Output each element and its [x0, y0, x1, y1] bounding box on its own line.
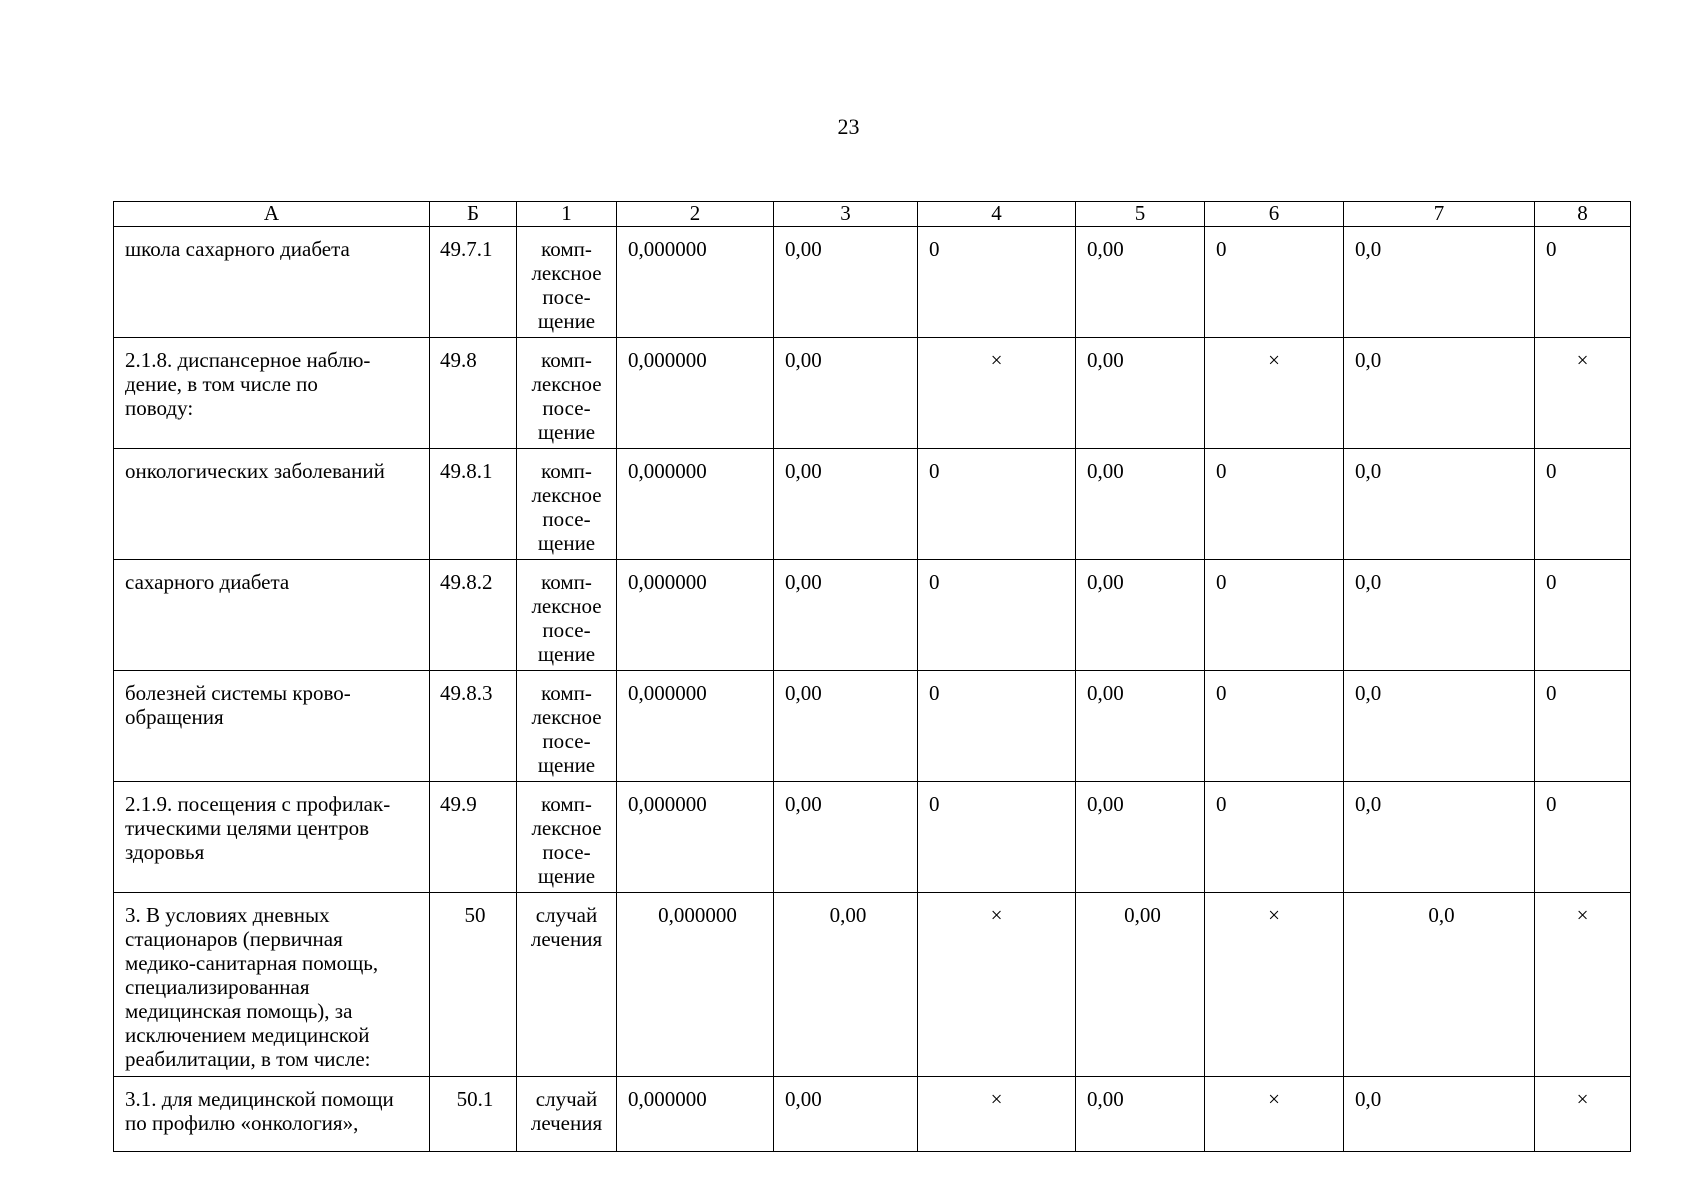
cell-c8: 0: [1535, 449, 1631, 560]
cell-c8: 0: [1535, 671, 1631, 782]
row-label: онкологических заболеваний: [114, 449, 430, 560]
cell-c7: 0,0: [1344, 560, 1535, 671]
header-row: [114, 202, 1631, 227]
cell-c3: 0,00: [774, 671, 918, 782]
row-unit: случай лечения: [517, 1077, 617, 1152]
cell-c3: 0,00: [774, 1077, 918, 1152]
col-header-3: 3: [774, 202, 918, 227]
col-header-2: 2: [617, 202, 774, 227]
cell-c8: ×: [1535, 1077, 1631, 1152]
row-code: 49.8.2: [430, 560, 517, 671]
row-unit: комп- лексное посе- щение: [517, 560, 617, 671]
cell-c8: 0: [1535, 782, 1631, 893]
cell-c6: 0: [1205, 227, 1344, 338]
cell-c6: ×: [1205, 893, 1344, 1077]
cell-c5: 0,00: [1076, 449, 1205, 560]
col-header-5: 5: [1076, 202, 1205, 227]
cell-c4: 0: [918, 671, 1076, 782]
row-label: школа сахарного диабета: [114, 227, 430, 338]
col-header-b: Б: [430, 202, 517, 227]
col-header-4: 4: [918, 202, 1076, 227]
row-label: 2.1.9. посещения с профилак- тическими целями центров здоровья: [114, 782, 430, 893]
cell-c3: 0,00: [774, 338, 918, 449]
cell-c2: 0,000000: [617, 782, 774, 893]
cell-c2: 0,000000: [617, 338, 774, 449]
cell-c2: 0,000000: [617, 560, 774, 671]
cell-c7: 0,0: [1344, 782, 1535, 893]
cell-c3: 0,00: [774, 227, 918, 338]
row-code: 50.1: [430, 1077, 517, 1152]
row-label: 3. В условиях дневных стационаров (первичная медико-санитарная помощь, специализированная медицинская помощь), за исключением медицинской реабилитации, в том числе:: [114, 893, 430, 1077]
row-unit: комп- лексное посе- щение: [517, 671, 617, 782]
cell-c4: 0: [918, 560, 1076, 671]
cell-c6: 0: [1205, 671, 1344, 782]
col-header-a: А: [114, 202, 430, 227]
table-row: [114, 560, 1631, 671]
cell-c7: 0,0: [1344, 449, 1535, 560]
cell-c5: 0,00: [1076, 1077, 1205, 1152]
cell-c2: 0,000000: [617, 227, 774, 338]
row-code: 49.8: [430, 338, 517, 449]
cell-c2: 0,000000: [617, 671, 774, 782]
cell-c7: 0,0: [1344, 338, 1535, 449]
cell-c6: ×: [1205, 1077, 1344, 1152]
cell-c8: ×: [1535, 338, 1631, 449]
row-code: 50: [430, 893, 517, 1077]
cell-c5: 0,00: [1076, 227, 1205, 338]
col-header-6: 6: [1205, 202, 1344, 227]
page-number: 23: [837, 114, 860, 139]
table-row: [114, 782, 1631, 893]
row-label: 2.1.8. диспансерное наблю- дение, в том числе по поводу:: [114, 338, 430, 449]
row-label: сахарного диабета: [114, 560, 430, 671]
cell-c7: 0,0: [1344, 671, 1535, 782]
table-row: [114, 449, 1631, 560]
table-row: [114, 671, 1631, 782]
cell-c2: 0,000000: [617, 449, 774, 560]
cell-c3: 0,00: [774, 893, 918, 1077]
cell-c6: 0: [1205, 782, 1344, 893]
col-header-7: 7: [1344, 202, 1535, 227]
row-label: 3.1. для медицинской помощи по профилю «онкология»,: [114, 1077, 430, 1152]
table-row: [114, 893, 1631, 1077]
cell-c4: ×: [918, 1077, 1076, 1152]
cell-c7: 0,0: [1344, 893, 1535, 1077]
data-table: [113, 201, 1631, 1152]
col-header-8: 8: [1535, 202, 1631, 227]
cell-c5: 0,00: [1076, 782, 1205, 893]
cell-c6: 0: [1205, 560, 1344, 671]
table-row: [114, 227, 1631, 338]
col-header-1: 1: [517, 202, 617, 227]
cell-c6: ×: [1205, 338, 1344, 449]
cell-c4: 0: [918, 449, 1076, 560]
row-code: 49.7.1: [430, 227, 517, 338]
row-unit: случай лечения: [517, 893, 617, 1077]
cell-c8: 0: [1535, 560, 1631, 671]
cell-c4: ×: [918, 338, 1076, 449]
table-row: [114, 338, 1631, 449]
cell-c5: 0,00: [1076, 671, 1205, 782]
row-code: 49.8.3: [430, 671, 517, 782]
cell-c3: 0,00: [774, 782, 918, 893]
cell-c5: 0,00: [1076, 893, 1205, 1077]
cell-c6: 0: [1205, 449, 1344, 560]
row-unit: комп- лексное посе- щение: [517, 449, 617, 560]
cell-c4: ×: [918, 893, 1076, 1077]
cell-c2: 0,000000: [617, 893, 774, 1077]
cell-c4: 0: [918, 782, 1076, 893]
cell-c2: 0,000000: [617, 1077, 774, 1152]
cell-c3: 0,00: [774, 560, 918, 671]
row-code: 49.8.1: [430, 449, 517, 560]
cell-c5: 0,00: [1076, 338, 1205, 449]
cell-c4: 0: [918, 227, 1076, 338]
cell-c7: 0,0: [1344, 227, 1535, 338]
cell-c8: ×: [1535, 893, 1631, 1077]
row-unit: комп- лексное посе- щение: [517, 338, 617, 449]
cell-c8: 0: [1535, 227, 1631, 338]
table-row: [114, 1077, 1631, 1152]
row-label: болезней системы крово- обращения: [114, 671, 430, 782]
cell-c3: 0,00: [774, 449, 918, 560]
row-unit: комп- лексное посе- щение: [517, 227, 617, 338]
row-code: 49.9: [430, 782, 517, 893]
cell-c5: 0,00: [1076, 560, 1205, 671]
row-unit: комп- лексное посе- щение: [517, 782, 617, 893]
cell-c7: 0,0: [1344, 1077, 1535, 1152]
